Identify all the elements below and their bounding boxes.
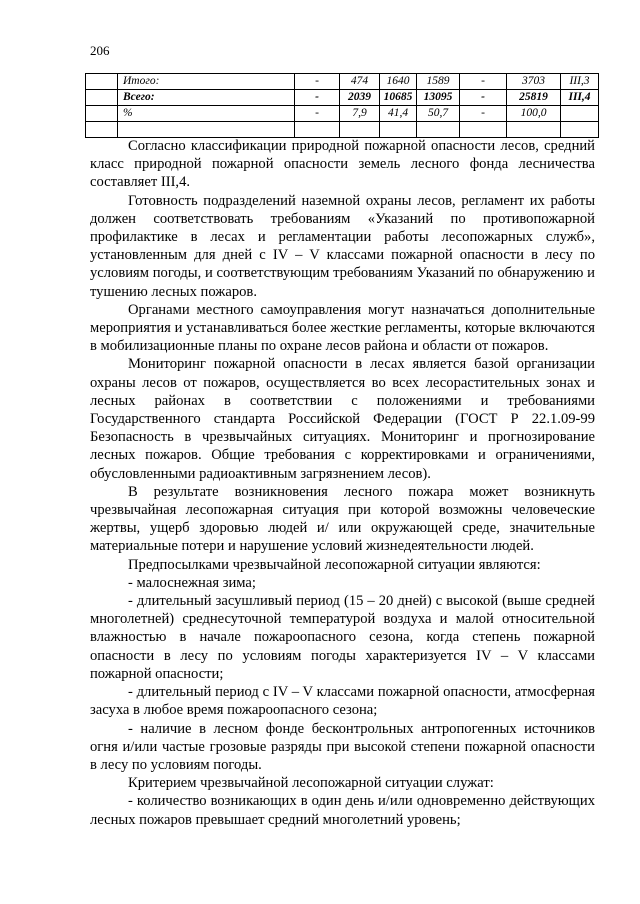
table-cell: 1640 [380,74,417,90]
paragraph: В результате возникновения лесного пожара может возникнуть чрезвычайная лесопожарная ситуация при которой возможны человеческие жертвы, ущерб здоровью людей и/ или окружающей среде, значительные материальные потери и нарушение условий жизнедеятельности людей. [90,483,595,555]
table-row [86,90,599,106]
table-cell: 13095 [417,90,460,106]
table-cell: - [460,106,507,122]
table-cell: % [118,106,295,122]
table-cell: 1589 [417,74,460,90]
table-cell: 2039 [340,90,380,106]
table-cell [86,74,118,90]
table-cell: 25819 [507,90,561,106]
table-cell: Итого: [118,74,295,90]
table-cell [460,122,507,138]
paragraph: Мониторинг пожарной опасности в лесах является базой организации охраны лесов от пожаров, осуществляется во всех лесорастительных зонах и лесных районах в соответствии с положениями и требованиями Государственного стандарта Российской Федерации (ГОСТ Р 22.1.09-99 Безопасность в чрезвычайных ситуациях. Мониторинг и прогнозирование лесных пожаров. Общие требования с корректировками и ограничениями, обусловленными радиоактивным загрязнением лесов). [90,356,595,482]
statistics-table [85,73,599,138]
table-row [86,74,599,90]
table-cell [118,122,295,138]
table-cell: 41,4 [380,106,417,122]
table-cell: III,4 [561,90,599,106]
page-number: 206 [90,43,110,58]
table-cell: 50,7 [417,106,460,122]
table-cell [295,122,340,138]
table-cell: 3703 [507,74,561,90]
paragraph: - длительный засушливый период (15 – 20 дней) с высокой (выше средней многолетней) среднесуточной температурой воздуха и малой относительной влажностью в начале пожароопасного сезона, когда степень пожарной опасности в лесу по условиям погоды характеризуется IV – V классами пожарной опасности; [90,593,595,682]
paragraph: Критерием чрезвычайной лесопожарной ситуации служат: [128,775,494,792]
table-cell [507,122,561,138]
table-cell: - [460,74,507,90]
paragraph: - длительный период с IV – V классами пожарной опасности, атмосферная засуха в любое время пожароопасного сезона; [90,684,595,719]
table-cell: - [295,106,340,122]
table-cell: - [295,74,340,90]
table-cell [380,122,417,138]
table-row [86,122,599,138]
paragraph: Предпосылками чрезвычайной лесопожарной ситуации являются: [128,556,541,573]
table-cell [86,122,118,138]
table-cell [86,90,118,106]
table-cell: 474 [340,74,380,90]
table-cell: - [295,90,340,106]
table-cell [86,106,118,122]
body-text [90,137,595,829]
table-cell: Всего: [118,90,295,106]
paragraph: Органами местного самоуправления могут назначаться дополнительные мероприятия и устанавливаться более жесткие регламенты, которые включаются в мобилизационные планы по охране лесов района и области от пожаров. [90,301,595,355]
table-cell [561,122,599,138]
paragraph: - малоснежная зима; [128,574,256,591]
table-cell [417,122,460,138]
table-cell: 7,9 [340,106,380,122]
paragraph: - наличие в лесном фонде бесконтрольных антропогенных источников огня и/или частые грозовые разряды при высокой степени пожарной опасности в лесу по условиям погоды. [90,720,595,773]
table-row [86,106,599,122]
table-cell: III,3 [561,74,599,90]
table-cell: - [460,90,507,106]
table-cell [340,122,380,138]
paragraph: - количество возникающих в один день и/или одновременно действующих лесных пожаров превышает средний многолетний уровень; [90,793,595,828]
table-cell: 10685 [380,90,417,106]
paragraph: Готовность подразделений наземной охраны лесов, регламент их работы должен соответствовать требованиям «Указаний по противопожарной профилактике в лесах и регламентации работы лесопожарных служб», установленным для дней с IV – V классами пожарной опасности в лесу по условиям погоды, и соответствующим требованиям Указаний по обнаружению и тушению лесных пожаров. [90,192,595,300]
table-cell: 100,0 [507,106,561,122]
table-cell [561,106,599,122]
paragraph: Согласно классификации природной пожарной опасности лесов, средний класс природной пожарной опасности земель лесного фонда лесничества составляет III,4. [90,138,595,191]
